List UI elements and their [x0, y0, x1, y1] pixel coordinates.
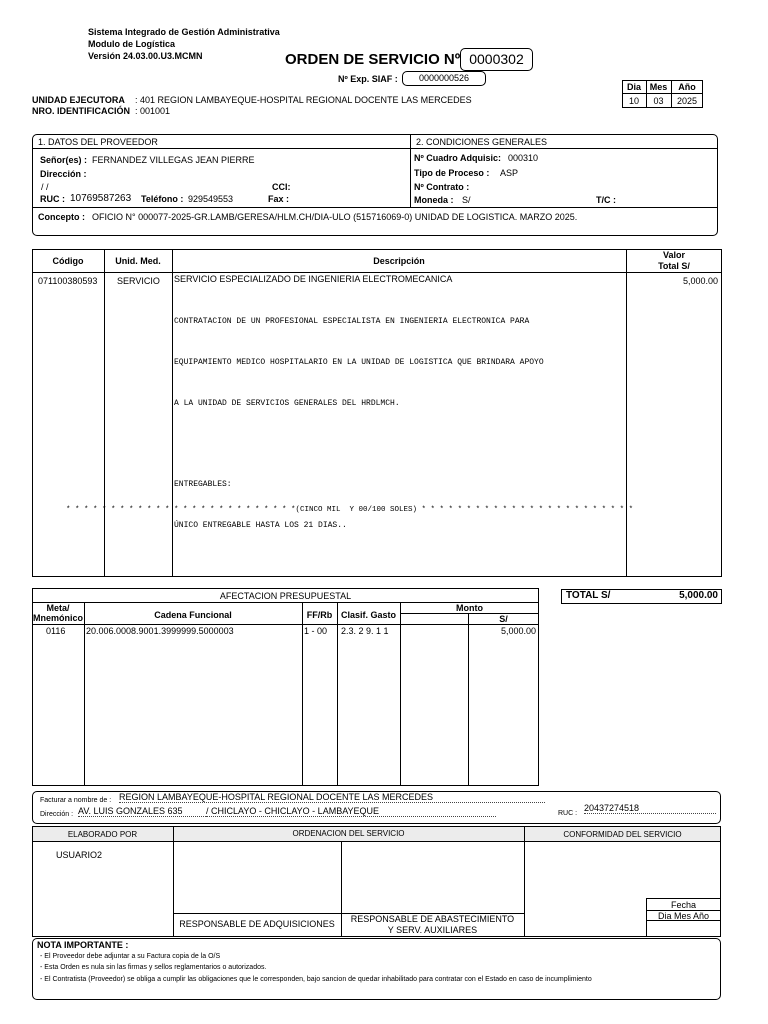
- elaborado-user: USUARIO2: [56, 850, 103, 860]
- desc-line: CONTRATACION DE UN PROFESIONAL ESPECIALISTA EN INGENIERIA ELECTRONICA PARA: [174, 317, 530, 327]
- col-meta-header: Meta/: [46, 603, 70, 613]
- senor-label: Señor(es) :: [40, 155, 88, 165]
- billing-ruc-label: RUC :: [558, 810, 578, 817]
- tipo-proceso-value: ASP: [500, 168, 519, 178]
- date-month: 03: [653, 96, 664, 106]
- item-unid: SERVICIO: [117, 276, 160, 286]
- concepto-value: OFICIO N° 000077-2025-GR.LAMB/GERESA/HLM.CH/DIA-ULO (515716069-0) UNIDAD DE LOGISTICA. MARZO 2025.: [92, 212, 578, 222]
- afectacion-monto: 5,000.00: [500, 626, 536, 636]
- item-codigo: 071100380593: [38, 276, 98, 286]
- cuadro-label: Nº Cuadro Adquisic:: [414, 153, 501, 163]
- direccion-label: Dirección :: [40, 169, 87, 179]
- afectacion-clasif: 2.3. 2 9. 1 1: [341, 626, 389, 636]
- col-monto-header: Monto: [456, 603, 483, 613]
- facturar-label: Facturar a nombre de :: [40, 797, 112, 804]
- col-codigo-header: Código: [52, 256, 84, 266]
- afectacion-meta: 0116: [46, 626, 66, 636]
- date-month-label: Mes: [649, 82, 668, 92]
- afectacion-title: AFECTACION PRESUPUESTAL: [219, 591, 352, 601]
- amount-in-words: * * * * * * * * * * * * * * * * * * * * * * * * * *(CINCO MIL Y 00/100 SOLES) * * * * * * * * * * * * * * * * * * * * * * * *: [66, 506, 634, 514]
- note-item: - Esta Orden es nula sin las firmas y sellos reglamentarios o autorizados.: [40, 964, 267, 971]
- conformidad-header: CONFORMIDAD DEL SERVICIO: [563, 830, 682, 839]
- module-name: Modulo de Logística: [88, 39, 175, 49]
- col-soles-header: S/: [499, 614, 508, 624]
- item-valor: 5,000.00: [682, 276, 718, 286]
- fax-label: Fax :: [268, 194, 290, 204]
- telefono-value: 929549553: [188, 194, 234, 204]
- version-label: Versión 24.03.00.U3.MCMN: [88, 51, 203, 61]
- afectacion-ffrb: 1 - 00: [304, 626, 328, 636]
- col-valor-header-sub: Total S/: [658, 261, 690, 271]
- total-value: 5,000.00: [679, 590, 718, 601]
- nro-identificacion-label: NRO. IDENTIFICACIÓN: [32, 106, 130, 116]
- date-year-label: Año: [678, 82, 696, 92]
- desc-line: ÚNICO ENTREGABLE HASTA LOS 21 DIAS..: [174, 521, 347, 531]
- resp-abastecimiento-sub: Y SERV. AUXILIARES: [387, 925, 478, 935]
- senor-value: FERNANDEZ VILLEGAS JEAN PIERRE: [92, 155, 255, 165]
- tc-label: T/C :: [596, 195, 616, 205]
- tipo-proceso-label: Tipo de Proceso :: [414, 168, 490, 178]
- document-title: ORDEN DE SERVICIO Nº: [285, 51, 461, 68]
- date-day: 10: [628, 96, 639, 106]
- ordenacion-header: ORDENACION DEL SERVICIO: [292, 829, 405, 838]
- direccion-value: / /: [41, 182, 49, 192]
- moneda-value: S/: [462, 195, 471, 205]
- elaborado-header: ELABORADO POR: [67, 830, 138, 839]
- conditions-section-title: 2. CONDICIONES GENERALES: [416, 137, 548, 147]
- col-valor-header: Valor: [662, 250, 685, 260]
- desc-line-blank: [174, 438, 544, 452]
- exp-siaf-value: 0000000526: [402, 71, 486, 86]
- note-item: - El Contratista (Proveedor) se obliga a cumplir las obligaciones que le corresponden, bajo sancion de quedar inhabilitado para contratar con el Estado en caso de incumplimiento: [40, 976, 592, 983]
- nro-identificacion-value: : 001001: [135, 106, 171, 116]
- total-label: TOTAL S/: [566, 590, 611, 601]
- ruc-value: 10769587263: [70, 193, 132, 204]
- telefono-label: Teléfono :: [141, 194, 184, 204]
- billing-direccion-city: / CHICLAYO - CHICLAYO - LAMBAYEQUE: [206, 806, 496, 817]
- col-clasif-header: Clasif. Gasto: [340, 610, 396, 620]
- concepto-label: Concepto :: [38, 212, 85, 222]
- billing-ruc-value: 20437274518: [584, 803, 716, 814]
- system-name: Sistema Integrado de Gestión Administrativa: [88, 27, 280, 37]
- ruc-label: RUC :: [40, 194, 65, 204]
- item-desc-title: SERVICIO ESPECIALIZADO DE INGENIERIA ELECTROMECANICA: [174, 274, 453, 284]
- resp-adquisiciones: RESPONSABLE DE ADQUISICIONES: [179, 919, 335, 929]
- col-cadena-header: Cadena Funcional: [154, 610, 232, 620]
- resp-abastecimiento: RESPONSABLE DE ABASTECIMIENTO: [350, 914, 515, 924]
- desc-line: A LA UNIDAD DE SERVICIOS GENERALES DEL HRDLMCH.: [174, 398, 400, 408]
- billing-direccion-value: AV. LUIS GONZALES 635: [78, 806, 206, 817]
- exp-siaf-label: Nº Exp. SIAF :: [338, 74, 398, 84]
- cuadro-value: 000310: [508, 153, 539, 163]
- col-unid-header: Unid. Med.: [115, 256, 161, 266]
- unidad-value: : 401 REGION LAMBAYEQUE-HOSPITAL REGIONAL DOCENTE LAS MERCEDES: [135, 95, 472, 105]
- date-year: 2025: [676, 96, 698, 106]
- col-desc-header: Descripción: [373, 256, 425, 266]
- notes-title: NOTA IMPORTANTE :: [37, 940, 129, 950]
- col-mnemonico-header: Mnemónico: [32, 613, 83, 623]
- contrato-label: Nº Contrato :: [414, 182, 470, 192]
- desc-line: ENTREGABLES:: [174, 480, 232, 490]
- facturar-value: REGION LAMBAYEQUE-HOSPITAL REGIONAL DOCENTE LAS MERCEDES: [119, 792, 545, 803]
- cci-label: CCI:: [272, 182, 291, 192]
- col-ffrb-header: FF/Rb: [306, 610, 333, 620]
- provider-section-title: 1. DATOS DEL PROVEEDOR: [38, 137, 158, 147]
- moneda-label: Moneda :: [414, 195, 454, 205]
- note-item: - El Proveedor debe adjuntar a su Factura copia de la O/S: [40, 953, 221, 960]
- fecha-sub-label: Dia Mes Año: [657, 911, 710, 921]
- order-number: 0000302: [460, 48, 533, 71]
- desc-line: EQUIPAMIENTO MEDICO HOSPITALARIO EN LA UNIDAD DE LOGISTICA QUE BRINDARA APOYO: [174, 357, 544, 367]
- billing-direccion-label: Dirección :: [40, 811, 74, 818]
- unidad-label: UNIDAD EJECUTORA: [32, 95, 125, 105]
- date-day-label: Dia: [626, 82, 641, 92]
- afectacion-cadena: 20.006.0008.9001.3999999.5000003: [86, 626, 234, 636]
- fecha-label: Fecha: [670, 900, 696, 910]
